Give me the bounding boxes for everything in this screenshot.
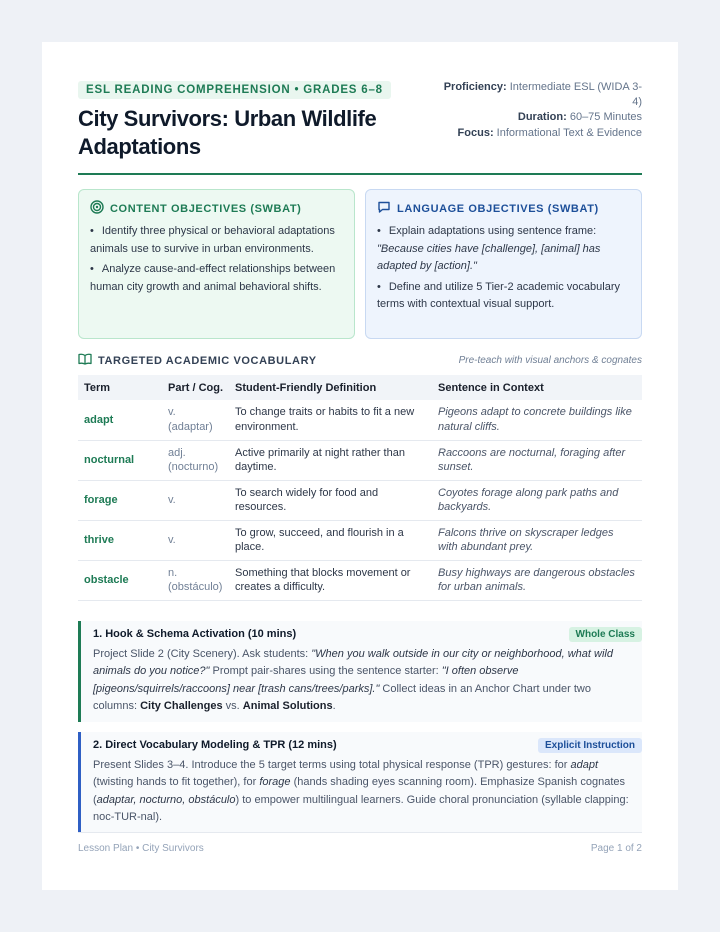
meta-duration [442,110,642,125]
vocab-part: n. (obstáculo) [162,560,229,600]
vocab-part: v. [162,480,229,520]
lesson-meta [442,80,642,141]
vocab-sentence: Pigeons adapt to concrete buildings like natural cliffs. [432,400,642,440]
column-name: Animal Solutions [242,700,333,712]
frame-lead: Explain adaptations using sentence frame: [388,225,597,237]
meta-proficiency [442,80,642,109]
activity-vocab-modeling [78,732,642,833]
body-text: vs. [222,700,243,712]
vocab-definition: To search widely for food and resources. [229,480,432,520]
activity-hook [78,621,642,722]
list-item: • Identify three physical or behavioral adaptations animals use to survive in urban environments. [90,223,343,258]
vocab-sentence: Falcons thrive on skyscraper ledges with abundant prey. [432,520,642,560]
meta-key: Proficiency: [443,81,507,93]
vocab-sentence: Busy highways are dangerous obstacles for urban animals. [432,560,642,600]
header [78,80,642,175]
activity-header [93,627,642,642]
body-text: Project Slide 2 (City Scenery). Ask students: [93,647,312,660]
column-header: Student-Friendly Definition [229,375,432,400]
meta-value: Informational Text & Evidence [496,126,642,139]
content-objectives-heading [90,200,343,217]
list-item [377,223,630,276]
activity-header [93,738,642,753]
vocab-part: v. [162,520,229,560]
table-row [78,520,642,560]
meta-focus [442,126,642,141]
vocab-sentence: Coyotes forage along park paths and backyards. [432,480,642,520]
meta-key: Focus: [457,126,494,139]
target-word: adapt [570,758,599,771]
body-text: ) to empower multilingual learners. Guide choral pronunciation (syllable clapping: noc-TUR-nal). [93,793,629,823]
question-text: "When you walk outside in our city or neighborhood, what wild animals do you notice?" [93,647,613,677]
body-text: Prompt pair-shares using the sentence starter: [209,665,442,677]
page-number: Page 1 of 2 [590,843,642,854]
table-row [78,400,642,440]
table-row [78,560,642,600]
column-header: Sentence in Context [432,375,642,400]
sentence-frame: "Because cities have [challenge], [animal] has adapted by [action]." [377,242,601,272]
language-objectives-list [377,223,630,314]
body-text: (twisting hands to fit together), for [93,776,260,788]
heading-label: CONTENT OBJECTIVES (SWBAT) [110,202,302,215]
vocab-definition: To grow, succeed, and flourish in a place. [229,520,432,560]
heading-label: TARGETED ACADEMIC VOCABULARY [98,354,317,367]
vocab-table [78,375,642,601]
vocab-definition: To change traits or habits to fit a new environment. [229,400,432,440]
column-header: Term [78,375,162,400]
vocab-term: obstacle [78,560,162,600]
tagline: ESL READING COMPREHENSION • GRADES 6–8 [78,81,391,99]
vocab-definition: Something that blocks movement or creates a difficulty. [229,560,432,600]
heading-label: LANGUAGE OBJECTIVES (SWBAT) [397,202,599,215]
table-header-row [78,375,642,400]
table-row [78,440,642,480]
meta-key: Duration: [517,111,567,123]
body-text: (hands shading eyes scanning room). Emphasize Spanish cognates ( [93,776,625,806]
column-name: City Challenges [140,700,223,712]
language-objectives-card [365,189,642,339]
cognates: adaptar, nocturno, obstáculo [96,793,236,806]
vocab-term: nocturnal [78,440,162,480]
content-objectives-list [90,223,343,296]
vocab-part: v. (adaptar) [162,400,229,440]
objectives [78,189,642,339]
vocab-heading [78,353,317,368]
vocab-sentence: Raccoons are nocturnal, foraging after sunset. [432,440,642,480]
meta-value: Intermediate ESL (WIDA 3-4) [509,81,642,108]
table-row [78,480,642,520]
activity-title: 2. Direct Vocabulary Modeling & TPR (12 mins) [93,739,337,751]
list-item: • Define and utilize 5 Tier-2 academic vocabulary terms with contextual visual support. [377,279,630,314]
grouping-badge: Explicit Instruction [538,738,642,753]
grouping-badge: Whole Class [569,627,642,642]
page-title: City Survivors: Urban Wildlife Adaptations [78,106,377,159]
vocab-term: adapt [78,400,162,440]
vocab-header [78,353,642,368]
target-word: forage [259,776,291,788]
column-header: Part / Cog. [162,375,229,400]
lesson-plan-page [42,42,678,890]
sentence-starter: "I often observe [pigeons/squirrels/raccoons] near [trash cans/trees/parks]." [93,665,519,695]
open-book-icon [78,353,92,368]
meta-value: 60–75 Minutes [569,111,642,123]
vocab-note: Pre-teach with visual anchors & cognates [458,355,642,366]
vocab-definition: Active primarily at night rather than daytime. [229,440,432,480]
vocab-term: forage [78,480,162,520]
body-text: . [332,700,336,712]
target-icon [90,200,104,217]
footer-title: Lesson Plan • City Survivors [78,843,204,854]
activity-body [93,757,642,827]
vocab-term: thrive [78,520,162,560]
speech-bubble-icon [377,200,391,217]
content-objectives-card [78,189,355,339]
language-objectives-heading [377,200,630,217]
body-text: Collect ideas in an Anchor Chart under two columns: [93,682,591,712]
vocab-part: adj. (nocturno) [162,440,229,480]
activity-title: 1. Hook & Schema Activation (10 mins) [93,628,297,640]
list-item: • Analyze cause-and-effect relationships between human city growth and animal behavioral shifts. [90,261,343,296]
header-left [78,80,408,161]
activity-body [93,646,642,716]
body-text: Present Slides 3–4. Introduce the 5 target terms using total physical response (TPR) gestures: for [93,758,571,771]
page-footer [78,832,642,854]
